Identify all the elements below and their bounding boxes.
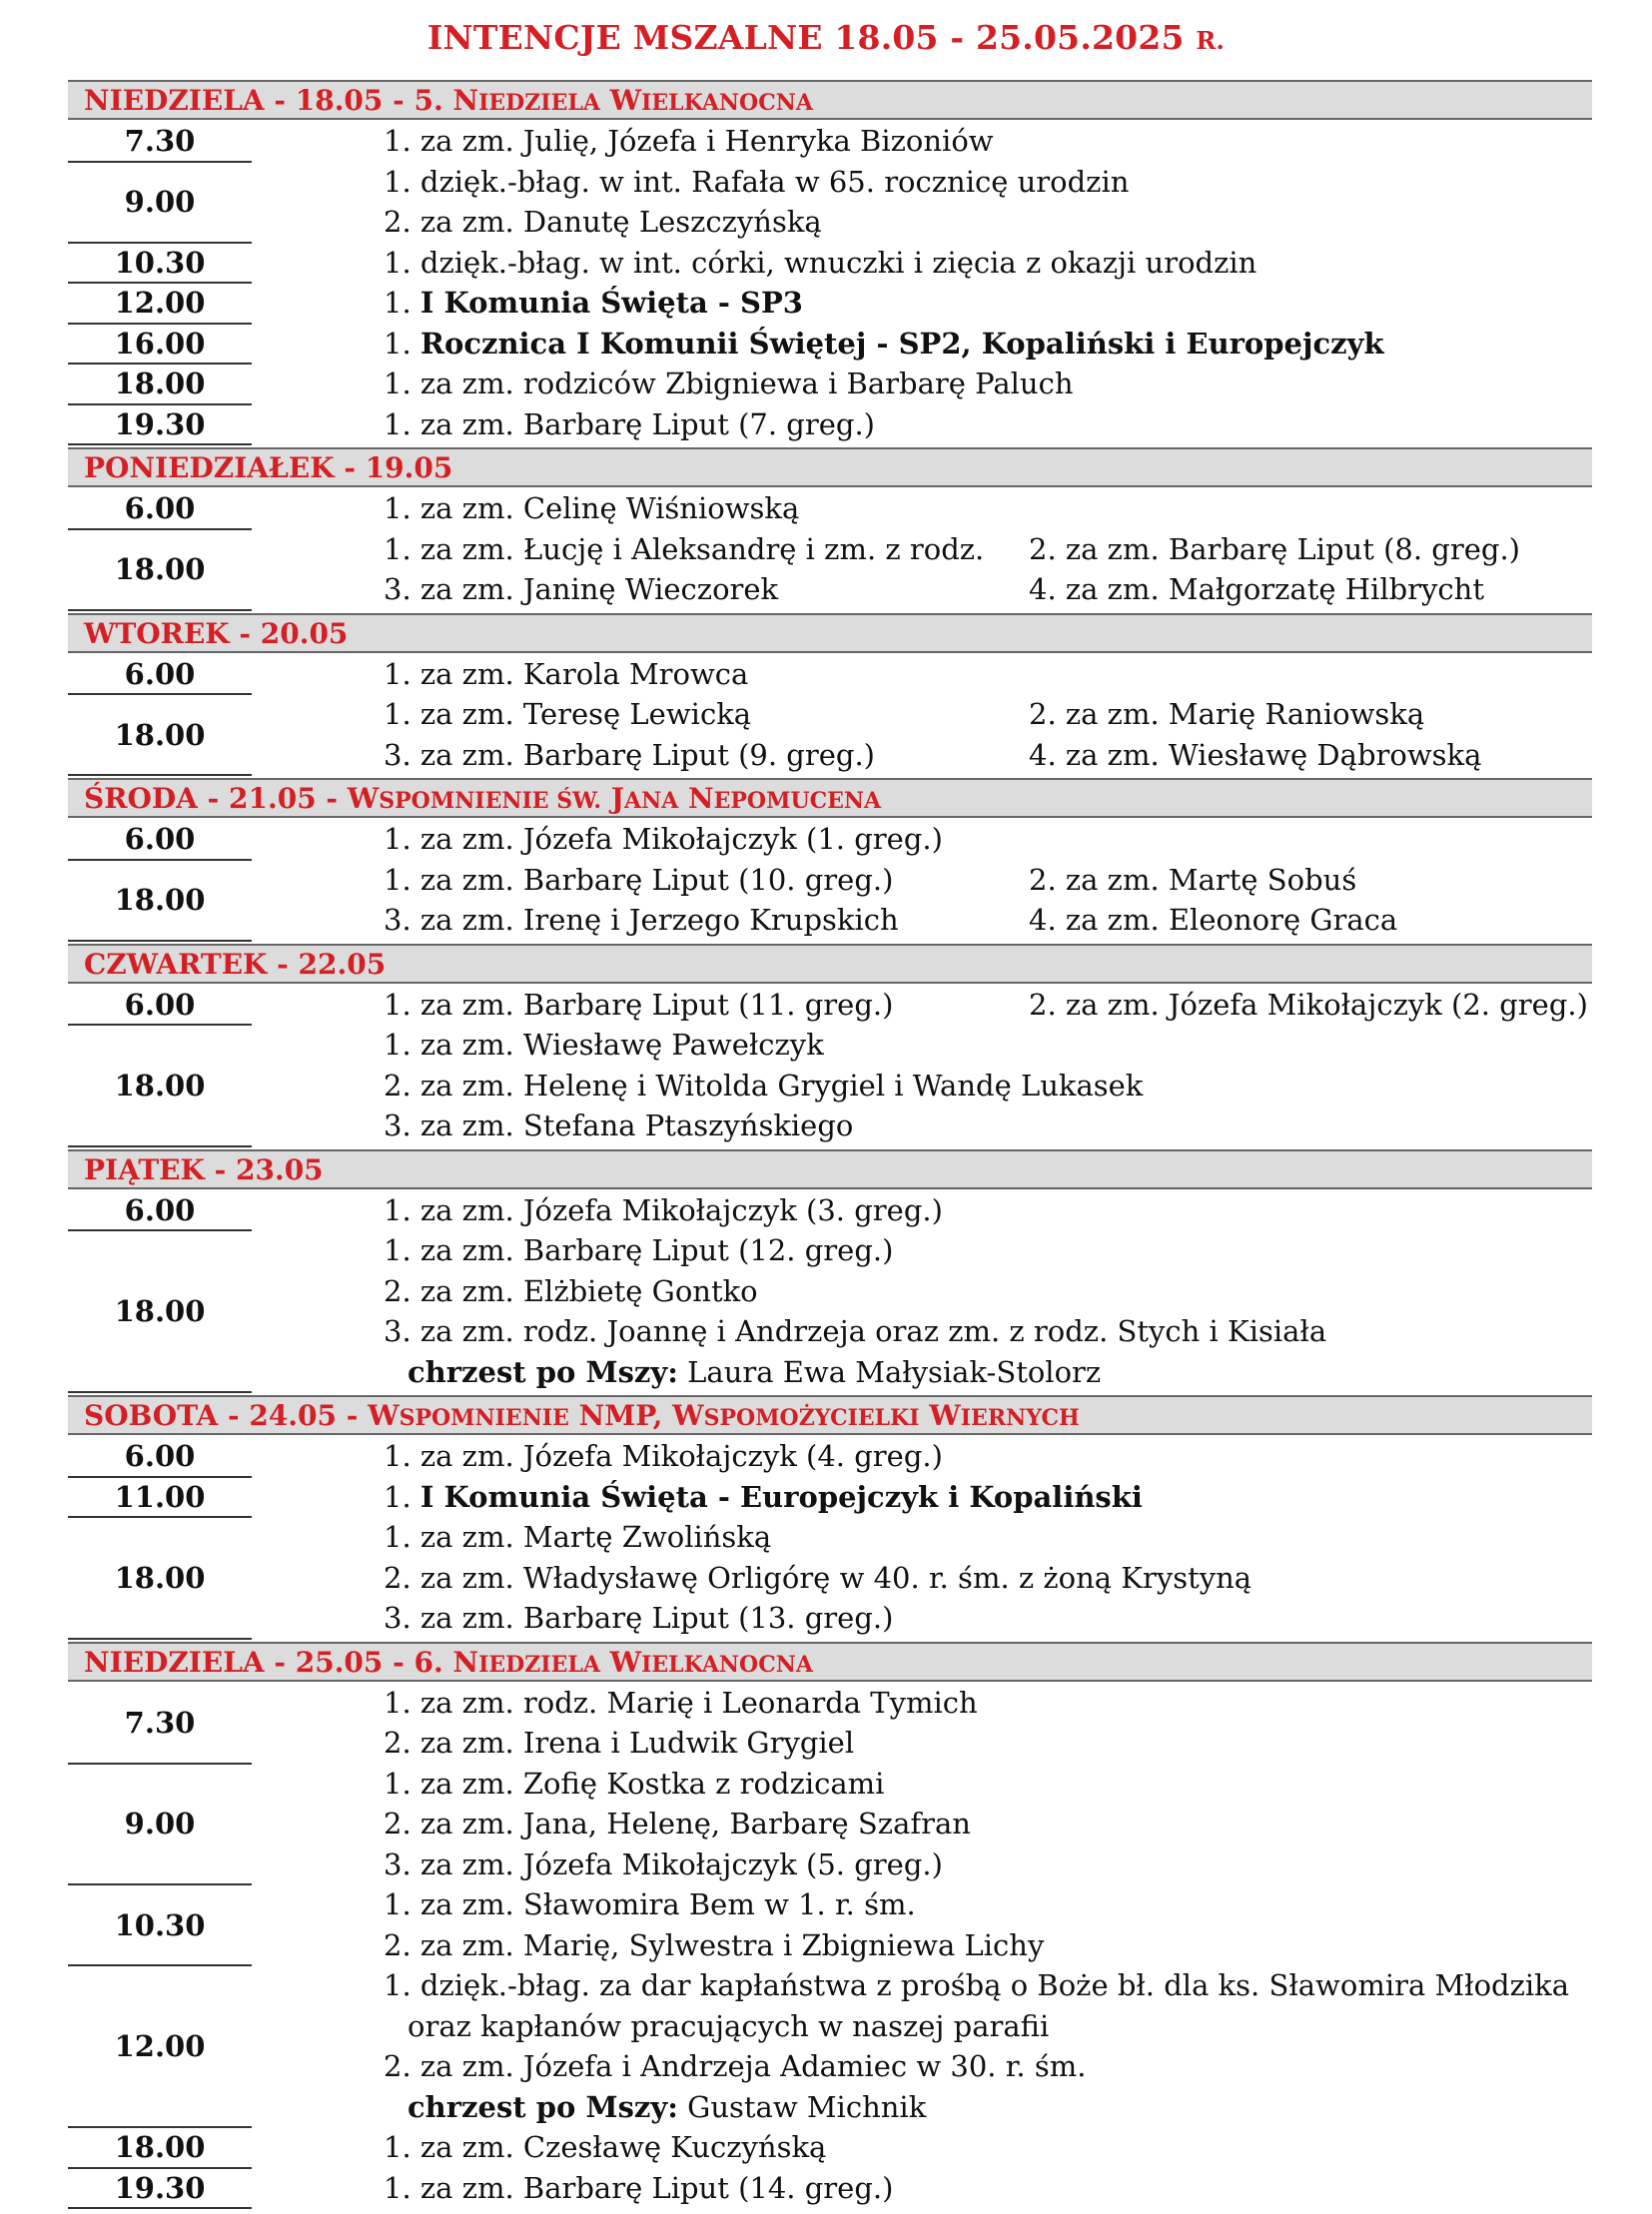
intention-line [384,1686,978,1720]
time-separator [68,774,252,776]
mass-time: 7.30 [124,1706,196,1740]
intention-bold: chrzest po Mszy: [408,2089,678,2124]
day-header-smallcaps: ANA [624,788,679,814]
day-header-cap: W [599,84,642,117]
time-separator [68,323,252,325]
time-separator [68,403,252,405]
intention-text: 2. za zm. Józefa i Andrzeja Adamiec w 30. r. śm. [384,2049,1087,2083]
day-header-cap: J [601,782,625,815]
intention-line [384,738,875,772]
intention-text: 1. za zm. Barbarę Liput (12. greg.) [384,1233,894,1267]
intention-text: 1. za zm. Łucję i Aleksandrę i zm. z rodz. [384,531,985,566]
intention-line [408,2009,1049,2043]
mass-time: 18.00 [114,717,206,752]
intention-text: 1. za zm. Sławomira Bem w 1. r. śm. [384,1887,916,1921]
day-header-smallcaps: SPOMNIENIE ŚW. [379,788,602,814]
day-header [68,447,1592,487]
intention-line [384,367,1074,400]
intention-line [384,2049,1086,2083]
mass-time: 18.00 [114,552,206,586]
mass-time: 9.00 [124,185,196,219]
day-header [68,1642,1592,1682]
intention-line-col2 [1029,903,1397,937]
day-header-smallcaps: IELKANOCNA [641,1651,813,1678]
day-header [68,1149,1592,1189]
intention-text: 2. za zm. Marię Raniowską [1029,697,1425,731]
intention-line [384,988,893,1022]
intention-number: 1. [384,326,420,361]
time-separator [68,363,252,365]
intention-line-col2 [1029,697,1424,731]
time-separator [68,1024,252,1026]
intention-line [384,124,994,158]
day-header-main: CZWARTEK - 22.05 [84,947,387,981]
intention-text: 1. za zm. Wiesławę Pawełczyk [384,1028,824,1062]
intention-line [384,1520,771,1554]
mass-time: 19.30 [114,406,206,441]
intention-number: 1. [384,286,420,320]
intention-bold: I Komunia Święta - SP3 [419,286,803,320]
day-header-cap: W [599,1645,642,1679]
intention-text: 1. za zm. Julię, Józefa i Henryka Bizoniów [384,124,994,158]
day-header-smallcaps: SPOMNIENIE [399,1405,569,1431]
intention-text: 2. za zm. Elżbietę Gontko [384,1273,758,1308]
intention-line [384,491,799,525]
day-header-main: PONIEDZIAŁEK - 19.05 [84,451,453,484]
intention-text: 4. za zm. Małgorzatę Hilbrycht [1029,572,1484,606]
time-separator [68,1964,252,1966]
time-separator [68,2126,252,2128]
mass-time: 6.00 [124,656,196,691]
day-header-cap: N [678,782,714,815]
intention-line [384,2130,826,2164]
mass-time: 7.30 [124,124,196,159]
time-separator [68,1638,252,1640]
mass-time: 18.00 [114,1068,206,1103]
day-header-label [84,1399,1080,1432]
intention-text: 1. dzięk.-błag. za dar kapłaństwa z prośbą o Boże bł. dla ks. Sławomira Młodzika [384,1968,1570,2002]
intention-line [384,697,751,731]
intention-text: 2. za zm. Jana, Helenę, Barbarę Szafran [384,1807,971,1841]
mass-time: 9.00 [124,1807,196,1842]
intention-line [384,286,803,320]
intention-line [384,327,1384,361]
intention-text: 1. dzięk.-błag. w int. Rafała w 65. rocznicę urodzin [384,164,1130,199]
intention-text: 1. za zm. Teresę Lewicką [384,697,752,731]
intention-text: 4. za zm. Wiesławę Dąbrowską [1029,737,1482,772]
intention-line-col2 [1029,572,1484,606]
time-separator [68,1763,252,1765]
mass-time: 6.00 [124,822,196,857]
day-header-label [84,1646,813,1679]
mass-time: 10.30 [114,1907,206,1942]
title-text: INTENCJE MSZALNE 18.05 - 25.05.2025 [426,18,1185,57]
intention-line [384,903,899,937]
day-header-label [84,1153,324,1186]
day-header-label [84,451,452,484]
intention-line [384,1726,854,1760]
mass-time: 6.00 [124,491,196,526]
intention-line-col2 [1029,863,1356,897]
intention-line-col2 [1029,738,1481,772]
intention-text: 2. za zm. Danutę Leszczyńską [384,205,822,239]
intention-line [384,1314,1326,1348]
intention-line [384,1028,824,1062]
time-separator [68,1145,252,1147]
time-separator [68,1229,252,1231]
mass-time: 18.00 [114,2130,206,2165]
day-header-label [84,84,813,117]
intention-text: 1. za zm. Józefa Mikołajczyk (1. greg.) [384,822,943,856]
day-header-cap: NMP, W [568,1399,704,1432]
day-header-smallcaps: IERNYCH [960,1405,1080,1431]
time-separator [68,693,252,695]
intention-line [384,1439,943,1473]
intention-line [384,532,984,566]
intention-bold: I Komunia Święta - Europejczyk i Kopaliński [419,1479,1143,1514]
intention-line [384,407,875,441]
day-header-smallcaps: SPOMOŻYCIELKI [703,1405,920,1431]
intention-text: 2. za zm. Marię, Sylwestra i Zbigniewa Lichy [384,1927,1045,1962]
intention-text: 1. za zm. rodziców Zbigniewa i Barbarę Paluch [384,367,1074,400]
intention-line [384,2171,893,2205]
intention-line [384,246,1256,280]
intention-text: 2. za zm. Władysławę Orligórę w 40. r. śm. z żoną Krystyną [384,1560,1252,1595]
intention-line [384,1847,943,1881]
intention-line-col2 [1029,988,1588,1022]
time-separator [68,2207,252,2209]
day-header [68,613,1592,653]
time-separator [68,1476,252,1478]
intention-text: Gustaw Michnik [677,2089,927,2124]
mass-time: 16.00 [114,326,206,361]
mass-time: 11.00 [114,1479,206,1514]
intention-text: 1. za zm. Martę Zwolińską [384,1520,772,1554]
day-header-cap: W [919,1399,961,1432]
time-separator [68,242,252,244]
day-header-label [84,782,881,815]
intention-text: 2. za zm. Józefa Mikołajczyk (2. greg.) [1029,987,1588,1022]
intention-text: 1. za zm. Zofię Kostka z rodzicami [384,1766,885,1801]
day-header-label [84,948,386,981]
intention-text: 1. za zm. Józefa Mikołajczyk (4. greg.) [384,1439,943,1473]
time-separator [68,1391,252,1393]
intention-text: 1. za zm. Józefa Mikołajczyk (3. greg.) [384,1192,943,1227]
intention-number: 1. [384,1479,420,1514]
intention-line [384,1069,1143,1103]
day-header-main: NIEDZIELA - 25.05 - 6. N [84,1645,479,1679]
intention-line [384,863,893,897]
day-header-smallcaps: EPOMUCENA [713,788,882,814]
day-header-main: PIĄTEK - 23.05 [84,1152,324,1186]
intention-text: 1. za zm. Celinę Wiśniowską [384,491,800,525]
intention-bold: Rocznica I Komunii Świętej - SP2, Kopaliński i Europejczyk [419,326,1384,361]
intention-line [384,1767,884,1801]
intention-text: 1. za zm. Barbarę Liput (7. greg.) [384,406,875,441]
intention-line [384,165,1129,199]
mass-time: 19.30 [114,2170,206,2205]
intention-text: 1. za zm. Barbarę Liput (10. greg.) [384,862,894,897]
time-separator [68,1516,252,1518]
mass-time: 12.00 [114,2029,206,2063]
intention-text: 3. za zm. Barbarę Liput (13. greg.) [384,1601,894,1635]
intention-line [408,1355,1101,1389]
time-separator [68,1883,252,1885]
intention-line [384,205,822,239]
title-suffix: R. [1196,26,1226,55]
time-separator [68,940,252,942]
day-header-main: NIEDZIELA - 18.05 - 5. N [84,84,479,117]
time-separator [68,528,252,530]
mass-time: 18.00 [114,1560,206,1595]
intention-text: 3. za zm. Barbarę Liput (9. greg.) [384,737,875,772]
day-header [68,944,1592,984]
mass-time: 18.00 [114,1294,206,1328]
intention-line-col2 [1029,532,1520,566]
intention-text: 1. za zm. Barbarę Liput (14. greg.) [384,2170,894,2205]
time-separator [68,2167,252,2169]
intention-text: oraz kapłanów pracujących w naszej parafii [408,2008,1050,2043]
time-separator [68,443,252,445]
intention-line [384,822,943,856]
day-header [68,80,1592,120]
mass-time: 18.00 [114,367,206,401]
day-header-main: WTOREK - 20.05 [84,616,349,650]
day-header [68,778,1592,818]
time-separator [68,609,252,611]
intention-line [384,572,778,606]
mass-time: 12.00 [114,286,206,321]
intention-text: 3. za zm. Stefana Ptaszyńskiego [384,1108,854,1142]
intention-text: 2. za zm. Martę Sobuś [1029,862,1357,897]
intention-text: 1. dzięk.-błag. w int. córki, wnuczki i zięcia z okazji urodzin [384,245,1257,280]
intention-line [384,1233,893,1267]
mass-time: 6.00 [124,987,196,1022]
day-header-smallcaps: IEDZIELA [478,1651,600,1678]
intention-text: 1. za zm. Barbarę Liput (11. greg.) [384,987,894,1022]
intention-line [384,1193,943,1227]
intention-text: 1. za zm. rodz. Marię i Leonarda Tymich [384,1685,978,1720]
page-title [0,18,1652,57]
intention-text: 1. za zm. Karola Mrowca [384,656,749,691]
intention-line [384,1274,758,1308]
day-header-smallcaps: IEDZIELA [478,90,600,116]
intention-text: 2. za zm. Helenę i Witolda Grygiel i Wandę Lukasek [384,1068,1144,1103]
intention-line [384,1928,1044,1962]
intention-text: 3. za zm. Irenę i Jerzego Krupskich [384,903,899,937]
intention-line [384,1601,893,1635]
day-header-main: ŚRODA - 21.05 - W [84,782,380,815]
intention-line [408,2090,926,2124]
intention-text: Laura Ewa Małysiak-Stolorz [677,1354,1102,1389]
intention-text: 1. za zm. Czesławę Kuczyńską [384,2130,827,2164]
intention-text: 2. za zm. Barbarę Liput (8. greg.) [1029,531,1520,566]
intention-text: 2. za zm. Irena i Ludwik Grygiel [384,1726,855,1760]
time-separator [68,161,252,163]
day-header [68,1395,1592,1435]
intention-bold: chrzest po Mszy: [408,1354,678,1389]
intention-line [384,1108,853,1142]
intention-line [384,1887,916,1921]
mass-time: 10.30 [114,245,206,280]
day-header-smallcaps: IELKANOCNA [641,90,813,116]
intention-text: 4. za zm. Eleonorę Graca [1029,903,1398,937]
day-header-label [84,617,348,650]
intention-text: 3. za zm. Józefa Mikołajczyk (5. greg.) [384,1846,943,1881]
time-separator [68,859,252,861]
intention-line [384,657,748,691]
intention-line [384,1480,1143,1514]
day-header-main: SOBOTA - 24.05 - W [84,1399,400,1432]
intention-line [384,1968,1569,2002]
mass-time: 6.00 [124,1439,196,1474]
mass-time: 18.00 [114,883,206,917]
mass-time: 6.00 [124,1192,196,1227]
intention-text: 3. za zm. rodz. Joannę i Andrzeja oraz zm. z rodz. Stych i Kisiała [384,1314,1327,1348]
time-separator [68,282,252,284]
intention-line [384,1807,971,1841]
intention-line [384,1561,1251,1595]
intention-text: 3. za zm. Janinę Wieczorek [384,572,779,606]
